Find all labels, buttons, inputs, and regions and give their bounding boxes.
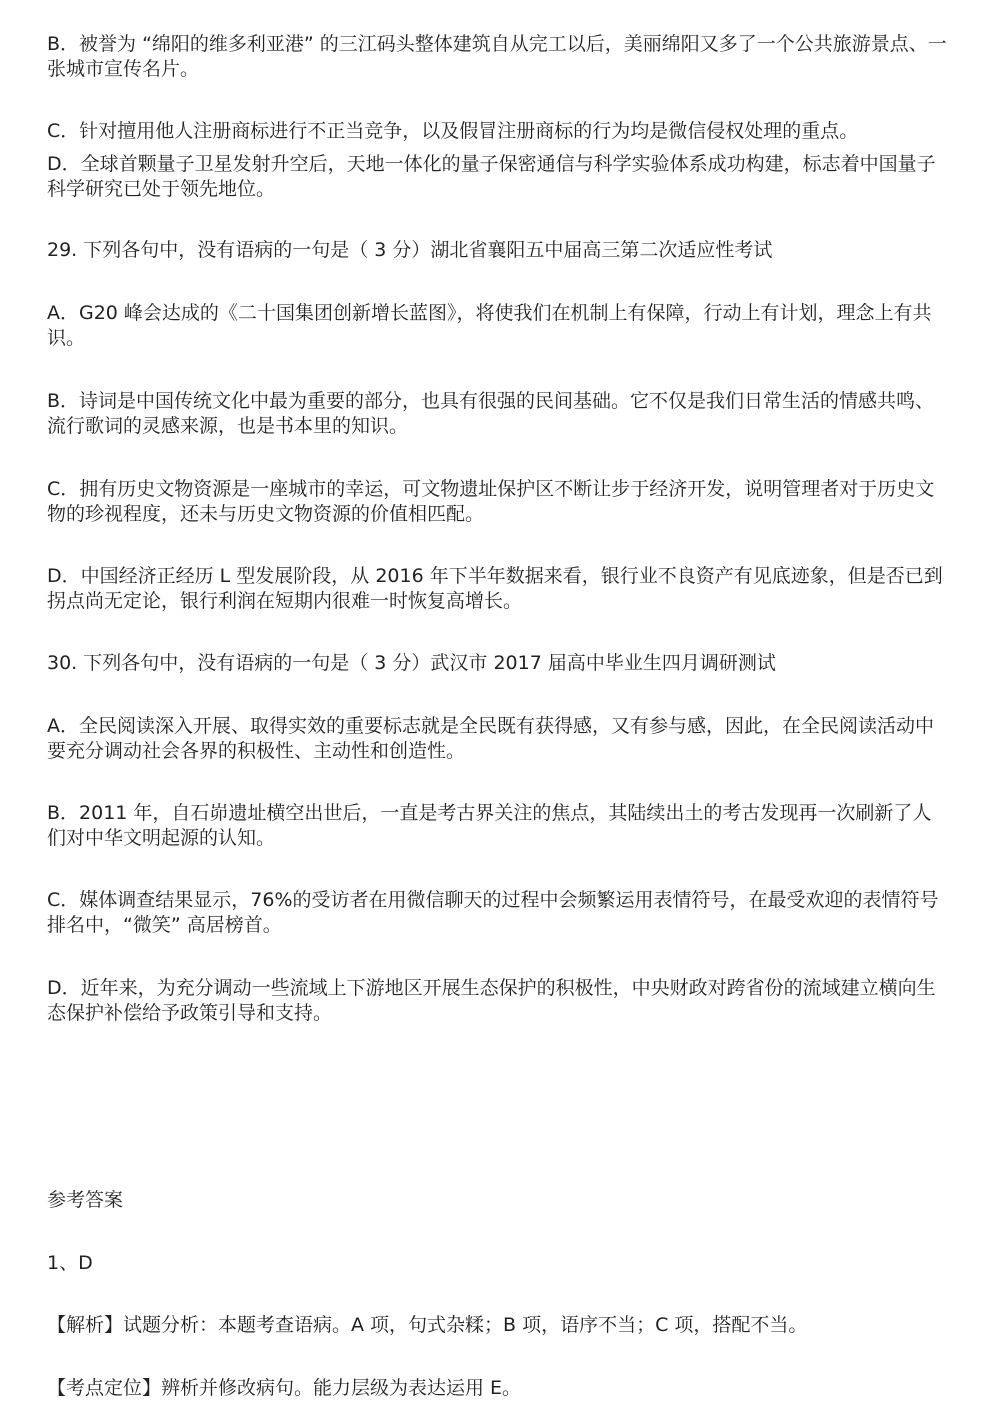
option-d-q28: D．全球首颗量子卫星发射升空后，天地一体化的量子保密通信与科学实验体系成功构建，标志着中国量子科学研究已处于领先地位。 — [47, 153, 936, 200]
option-d-q30: D．近年来，为充分调动一些流域上下游地区开展生态保护的积极性，中央财政对跨省份的流域建立横向生态保护补偿给予政策引导和支持。 — [47, 977, 936, 1024]
option-b-q28: B．被誉为 “绵阳的维多利亚港” 的三江码头整体建筑自从完工以后，美丽绵阳又多了一个公共旅游景点、一张城市宣传名片。 — [47, 33, 947, 80]
answer-analysis: 【解析】试题分析：本题考查语病。A 项，句式杂糅；B 项，语序不当；C 项，搭配不当。 — [47, 1314, 808, 1336]
answer-1: 1、D — [47, 1252, 93, 1274]
option-a-q30: A．全民阅读深入开展、取得实效的重要标志就是全民既有获得感，又有参与感，因此，在全民阅读活动中要充分调动社会各界的积极性、主动性和创造性。 — [47, 715, 935, 762]
question-30-stem: 30. 下列各句中，没有语病的一句是（ 3 分）武汉市 2017 届高中毕业生四月调研测试 — [47, 652, 776, 674]
option-c-q30: C．媒体调查结果显示，76%的受访者在用微信聊天的过程中会频繁运用表情符号，在最受欢迎的表情符号排名中，“微笑” 高居榜首。 — [47, 889, 939, 936]
option-b-q30: B．2011 年，自石峁遗址横空出世后，一直是考古界关注的焦点，其陆续出土的考古发现再一次刷新了人们对中华文明起源的认知。 — [47, 802, 932, 849]
option-a-q29: A．G20 峰会达成的《二十国集团创新增长蓝图》，将使我们在机制上有保障，行动上有计划，理念上有共识。 — [47, 302, 932, 349]
option-c-q29: C．拥有历史文物资源是一座城市的幸运，可文物遗址保护区不断让步于经济开发，说明管理者对于历史文物的珍视程度，还未与历史文物资源的价值相匹配。 — [47, 478, 935, 525]
answer-heading: 参考答案 — [47, 1189, 124, 1211]
option-d-q29: D．中国经济正经历 L 型发展阶段，从 2016 年下半年数据来看，银行业不良资产有见底迹象，但是否已到拐点尚无定论，银行利润在短期内很难一时恢复高增长。 — [47, 565, 943, 612]
answer-point: 【考点定位】辨析并修改病句。能力层级为表达运用 E。 — [47, 1377, 522, 1399]
option-c-q28: C．针对擅用他人注册商标进行不正当竞争，以及假冒注册商标的行为均是微信侵权处理的重点。 — [47, 120, 859, 142]
option-b-q29: B．诗词是中国传统文化中最为重要的部分，也具有很强的民间基础。它不仅是我们日常生活的情感共鸣、流行歌词的灵感来源，也是书本里的知识。 — [47, 390, 935, 437]
question-29-stem: 29. 下列各句中，没有语病的一句是（ 3 分）湖北省襄阳五中届高三第二次适应性考试 — [47, 239, 773, 261]
